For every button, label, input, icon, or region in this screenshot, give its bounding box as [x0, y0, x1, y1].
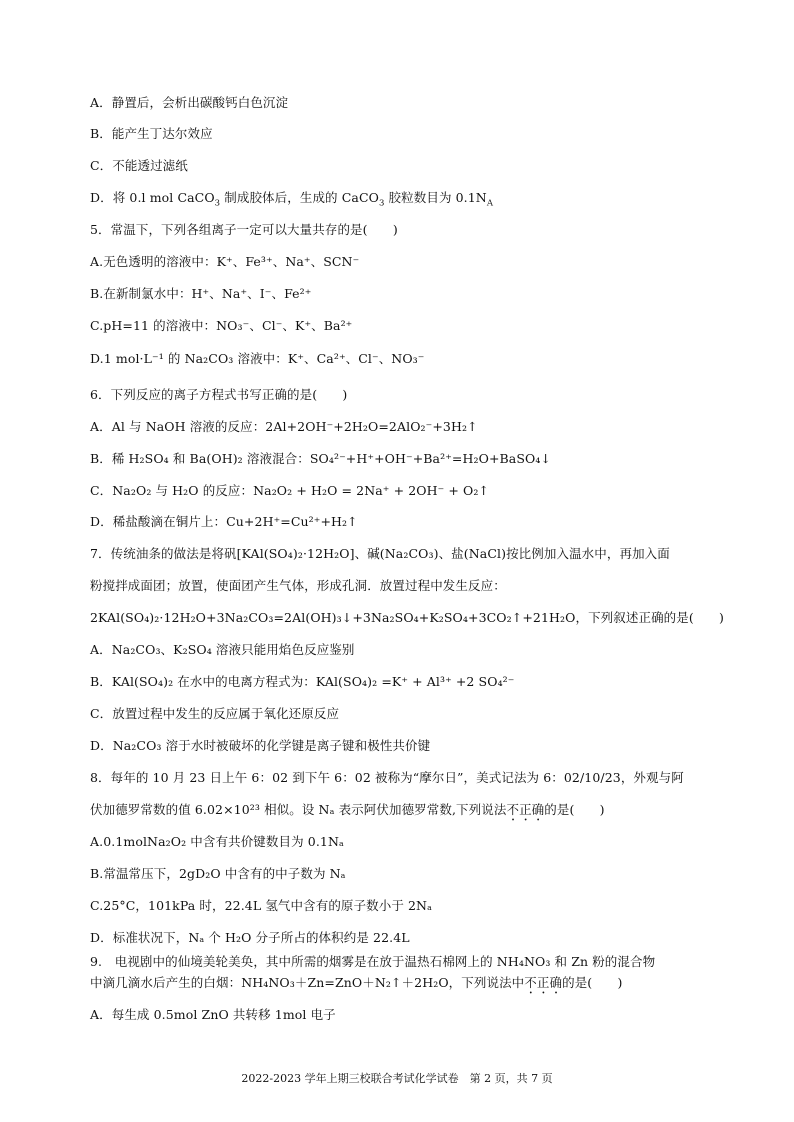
emphasis-not-correct: 不正确	[524, 975, 563, 990]
q7-option-c: C．放置过程中发生的反应属于氧化还原反应	[90, 706, 340, 721]
q9-stem-line-2: 中滴几滴水后产生的白烟：NH₄NO₃＋Zn=ZnO＋N₂↑＋2H₂O，下列说法中不正确的是( )	[90, 975, 623, 990]
q8-option-c: C.25°C，101kPa 时，22.4L 氢气中含有的原子数小于 2Nₐ	[90, 898, 433, 913]
q5-option-c: C.pH=11 的溶液中：NO₃⁻、Cl⁻、K⁺、Ba²⁺	[90, 318, 353, 333]
q6-stem: 6．下列反应的离子方程式书写正确的是( )	[90, 387, 348, 402]
q5-option-b: B.在新制氯水中：H⁺、Na⁺、I⁻、Fe²⁺	[90, 286, 312, 301]
q4-option-b: B．能产生丁达尔效应	[90, 126, 213, 141]
q6-option-b: B．稀 H₂SO₄ 和 Ba(OH)₂ 溶液混合：SO₄²⁻+H⁺+OH⁻+Ba²⁺=H₂O+BaSO₄↓	[90, 451, 552, 466]
q8-option-b: B.常温常压下，2gD₂O 中含有的中子数为 Nₐ	[90, 866, 346, 881]
page-footer: 2022-2023 学年上期三校联合考试化学试卷 第 2 页，共 7 页	[241, 1072, 553, 1085]
q8-option-d: D．标准状况下，Nₐ 个 H₂O 分子所占的体积约是 22.4L	[90, 930, 410, 945]
q8-stem-line-1: 8．每年的 10 月 23 日上午 6：02 到下午 6：02 被称为“摩尔日”，美式记法为 6：02/10/23，外观与阿	[90, 770, 684, 785]
q4-option-a: A．静置后，会析出碳酸钙白色沉淀	[90, 95, 289, 110]
q7-stem-line-2: 粉搅拌成面团；放置，使面团产生气体，形成孔洞．放置过程中发生反应：	[90, 578, 506, 593]
q5-option-d: D.1 mol·L⁻¹ 的 Na₂CO₃ 溶液中：K⁺、Ca²⁺、Cl⁻、NO₃⁻	[90, 351, 425, 366]
q6-option-d: D．稀盐酸滴在铜片上：Cu+2H⁺=Cu²⁺+H₂↑	[90, 514, 358, 529]
q4-option-c: C．不能透过滤纸	[90, 158, 188, 173]
q8-option-a: A.0.1molNa₂O₂ 中含有共价键数目为 0.1Nₐ	[90, 834, 344, 849]
q8-stem-line-2: 伏加德罗常数的值 6.02×10²³ 相似。设 Nₐ 表示阿伏加德罗常数,下列说法不正确的是( )	[90, 802, 605, 817]
q7-stem-line-3: 2KAl(SO₄)₂·12H₂O+3Na₂CO₃=2Al(OH)₃↓+3Na₂SO₄+K₂SO₄+3CO₂↑+21H₂O，下列叙述正确的是( )	[90, 610, 725, 625]
q9-option-a: A．每生成 0.5mol ZnO 共转移 1mol 电子	[90, 1007, 336, 1022]
q4-option-d: D．将 0.l mol CaCO$_3$ 制成胶体后，生成的 CaCO$_3$ 胶粒数目为 $0.1N_A$	[90, 190, 494, 209]
q7-option-a: A．Na₂CO₃、K₂SO₄ 溶液只能用焰色反应鉴别	[90, 642, 355, 657]
q7-option-d: D．Na₂CO₃ 溶于水时被破坏的化学键是离子键和极性共价键	[90, 738, 431, 753]
emphasis-not-correct: 不正确	[506, 802, 545, 817]
q6-option-a: A．Al 与 NaOH 溶液的反应：2Al+2OH⁻+2H₂O=2AlO₂⁻+3H₂↑	[90, 419, 478, 434]
q7-stem-line-1: 7．传统油条的做法是将矾[KAl(SO₄)₂·12H₂O]、碱(Na₂CO₃)、盐(NaCl)按比例加入温水中，再加入面	[90, 546, 670, 561]
q5-stem: 5．常温下，下列各组离子一定可以大量共存的是( )	[90, 222, 398, 237]
q7-option-b: B．KAl(SO₄)₂ 在水中的电离方程式为：KAl(SO₄)₂ =K⁺ + Al³⁺ +2 SO₄²⁻	[90, 674, 515, 689]
q5-option-a: A.无色透明的溶液中：K⁺、Fe³⁺、Na⁺、SCN⁻	[90, 254, 360, 269]
q9-stem-line-1: 9. 电视剧中的仙境美轮美奂，其中所需的烟雾是在放于温热石棉网上的 NH₄NO₃ 和 Zn 粉的混合物	[90, 954, 656, 969]
q6-option-c: C．Na₂O₂ 与 H₂O 的反应：Na₂O₂ + H₂O = 2Na⁺ + 2OH⁻ + O₂↑	[90, 483, 490, 498]
